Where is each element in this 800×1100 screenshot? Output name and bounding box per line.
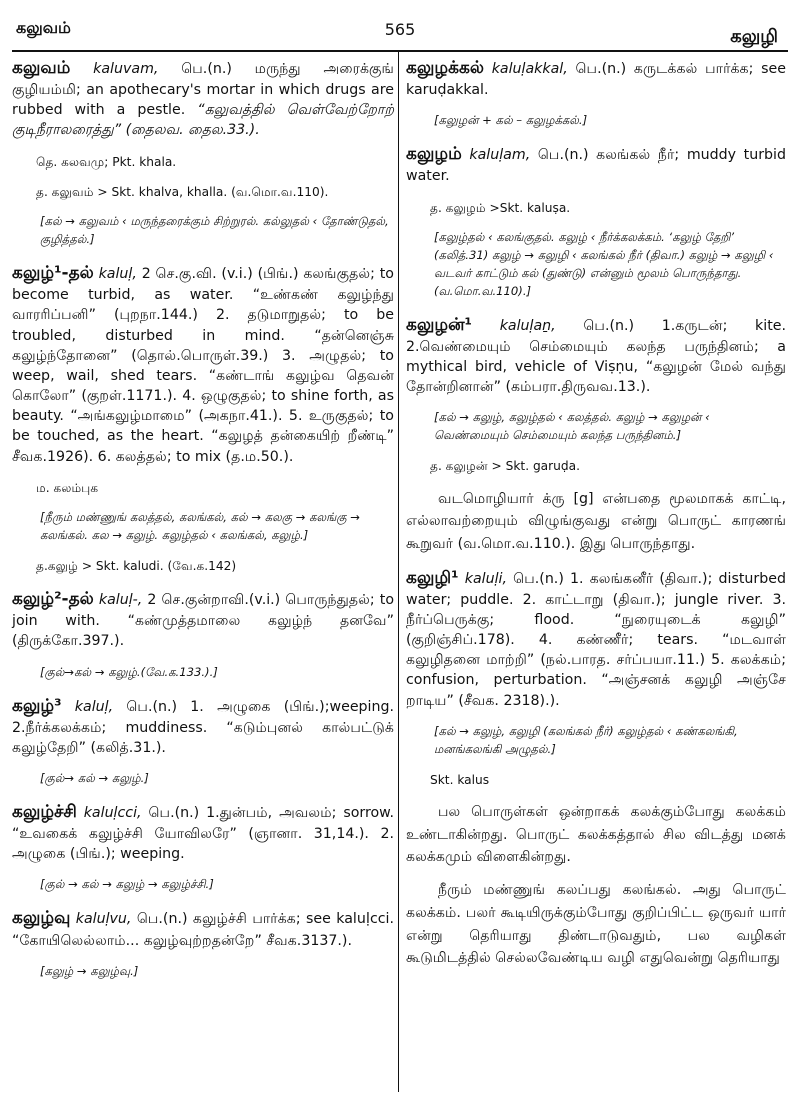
headword: கலுவம்	[12, 58, 71, 78]
definition: பெ.(n.) 1. அழுகை (பிங்.);weeping. 2.நீர்க்கலக்கம்; muddiness. “கடும்புனல் கால்பட்டுக் கலுழ்தேறி” (கலித்.31.).	[12, 698, 395, 756]
entry-kalulan	[406, 313, 786, 398]
entry-kaluli	[406, 566, 786, 711]
transliteration: kaluḷaṉ,	[499, 317, 556, 334]
header-left-guideword: கலுவம்	[16, 18, 71, 37]
transliteration: kaluḷcci,	[83, 805, 142, 821]
entry-kalulam	[406, 142, 786, 186]
entry-kalul-2	[12, 587, 394, 651]
headword: கலுழ்வு	[12, 908, 71, 929]
transliteration: kaluḷ,	[74, 698, 114, 715]
definition: 2 செ.கு.வி. (v.i.) (பிங்.) கலங்குதல்; to become turbid, as water. “உண்கண் கலுழ்ந்து வாரரிப்பனி” (புறநா.144.) 2. தடுமாறுதல்; to be troubled, disturbed in mind. “தன்னெஞ்சு கலுழ்ந்தோனை” (தொல்.பொருள்.39.) 3. அழுதல்; to weep, wail, shed tears. “கண்டாங் கலுழ்வ தெவன் கொலோ” (குறள்.1171.). 4. ஒழுகுதல்; to shine forth, as beauty. “அங்கலுழ்மாமை” (அகநா.41.). 5. உருகுதல்; to be touched, as the heart. “கலுழத் தன்கையிற் றீண்டி” சீவக.1926). 6. கலத்தல்; to mix (த.ம.50.).	[12, 266, 394, 465]
transliteration: kaluḷvu,	[75, 911, 132, 928]
citation: “கலுவத்தில் வெள்வேற்றோற் குடிநீராலரைத்து” (தைலவ. தைல.33.).	[12, 102, 395, 139]
transliteration: kaluḷi,	[464, 570, 507, 587]
entry-kalul-1	[12, 261, 394, 467]
etymology-note: [குல்→கல் → கலுழ்.(வே.க.133.).]	[40, 664, 218, 679]
transliteration: kaluvam,	[93, 61, 159, 77]
headword: கலுழ்ச்சி	[12, 802, 77, 822]
page-header	[0, 0, 800, 47]
page-number: 565	[384, 20, 416, 39]
definition: பெ.(n.) 1. கலங்கனீர் (திவா.); disturbed water; puddle. 2. காட்டாறு (திவா.); jungle river. 3. நீர்ப்பெருக்கு; flood. “நுரையுடைக் கலுழி” (குறிஞ்சிப்.178). 4. கண்ணீர்; tears. “மடவாள் கலுழிதனை மாற்றி” (நல்.பாரத. சர்ப்பயா.11.) 5. கலக்கம்; confusion, perturbation. “அஞ்சனக் கலுழி அஞ்சே றாடிய” (சீவக. 2318).).	[406, 570, 786, 709]
headword: கலுழ்²-தல்	[12, 589, 94, 610]
headword: கலுழக்கல்	[406, 58, 484, 78]
definition: பெ.(n.) கருடக்கல் பார்க்க; see karuḍakkal.	[406, 61, 786, 99]
definition: 2 செ.குன்றாவி.(v.i.) பொருந்துதல்; to join with. “கண்முத்தமாலை கலுழ்ந் தனவே” (திருக்கோ.397.).	[12, 592, 394, 650]
right-column	[406, 56, 786, 980]
etymology-note: [கலுழ் → கலுழ்வு.]	[40, 963, 139, 978]
headword: கலுழம்	[406, 144, 462, 165]
definition: பெ.(n.) கலங்கல் நீர்; muddy turbid water.	[406, 147, 787, 185]
cognate-line: ம. கலம்புக	[36, 480, 99, 495]
explanatory-paragraph: பல பொருள்கள் ஒன்றாகக் கலக்கும்போது கலக்கம் உண்டாகின்றது. பொருட் கலக்கத்தால் சில விடத்து மனக் கலக்கமும் விளைகின்றது.	[406, 803, 786, 866]
sanskrit-line: த. கலுழம் >Skt. kaluṣa.	[430, 200, 571, 215]
entry-kaluvam	[12, 56, 394, 141]
transliteration: kaluḷ,	[98, 266, 137, 283]
transliteration: kaluḷam,	[469, 147, 531, 164]
transliteration: kaluḷakkal,	[491, 61, 568, 77]
etymology-note: [கலுழ்தல் ‹ கலங்குதல். கலுழ் ‹ நீர்க்கலக்கம். ‘கலுழ் தேறி’ (கலித்.31) கலுழ் → கலுழி ‹ கலங்கல் நீர் (திவா.) கலுழ் → கலுழி ‹ வடவர் காட்டும் கல் (துண்டு) என்னும் மூலம் பொருந்தாது. (வ.மொ.வ.110).]	[434, 229, 774, 298]
etymology-note: [குல்→ கல் → கலுழ்.]	[40, 771, 149, 786]
sanskrit-line: த. கலுழன் > Skt. garuḍa.	[430, 459, 580, 474]
headword: கலுழ்³	[12, 695, 62, 716]
headword: கலுழ்¹-தல்	[12, 263, 94, 284]
definition: பெ.(n.) 1.கருடன்; kite. 2.வெண்மையும் செம்மையும் கலந்த பருந்தினம்; a mythical bird, vehicle of Viṣṇu, “கலுழன் மேல் வந்து தோன்றினான்” (கம்பரா.திருவவ.13.).	[406, 317, 787, 396]
entry-kalulakkal	[406, 56, 786, 100]
definition: பெ.(n.) மருந்து அரைக்குங் குழியம்மி; an apothecary's mortar in which drugs are rubbed with a pestle.	[12, 61, 394, 119]
etymology-note: [கலுழன் + கல் – கலுழக்கல்.]	[434, 113, 588, 128]
entry-kaluchchi	[12, 800, 394, 864]
headword: கலுழி¹	[406, 567, 459, 588]
cognate-line: தெ. கலவமு; Pkt. khala.	[36, 154, 177, 169]
definition: பெ.(n.) கலுழ்ச்சி பார்க்க; see kaluḷcci. “கோயிலெல்லாம்... கலுழ்வுற்றதன்றே” சீவக.3137.).	[12, 911, 394, 949]
sanskrit-line: த. கலுவம் > Skt. khalva, khalla. (வ.மொ.வ.110).	[36, 184, 329, 199]
header-rule	[12, 50, 788, 52]
etymology-note: [கல் → கலுவம் ‹ மருந்தரைக்கும் சிற்றுரல். கல்லுதல் ‹ தோண்டுதல், குழித்தல்.]	[40, 214, 389, 247]
sanskrit-line: Skt. kalus	[430, 772, 490, 787]
headword: கலுழன்¹	[406, 314, 472, 335]
explanatory-paragraph: நீரும் மண்ணுங் கலப்பது கலங்கல். அது பொருட் கலக்கம். பலர் கூடியிருக்கும்போது குறிப்பிட்ட ஒருவர் யார் என்று தெரியாது திண்டாடுவதும், பல வழிகள் கூடுமிடத்தில் செல்லவேண்டிய வழி எதுவென்று தெரியாது	[406, 882, 786, 967]
entry-kalul-3	[12, 694, 394, 758]
left-column	[12, 56, 394, 993]
column-divider	[398, 51, 399, 1092]
transliteration: kaluḷ-,	[98, 592, 143, 609]
etymology-note: [நீரும் மண்ணுங் கலத்தல், கலங்கல், கல் → கலகு → கலங்கு → கலங்கல். கல → கலுழ். கலுழ்தல் ‹ கலங்கல், கலுழ்.]	[40, 509, 360, 542]
definition: பெ.(n.) 1.துன்பம், அவலம்; sorrow. “உவகைக் கலுழ்ச்சி யோவிலரே” (ஞானா. 31,14.). 2. அழுகை (பிங்.); weeping.	[12, 805, 394, 863]
etymology-note: [கல் → கலுழ், கலுழி (கலங்கல் நீர்) கலுழ்தல் ‹ கண்கலங்கி, மனங்கலங்கி அழுதல்.]	[434, 723, 738, 756]
explanatory-paragraph: வடமொழியார் க்ரு [g] என்பதை மூலமாகக் காட்டி, எல்லாவற்றையும் விழுங்குவது என்று பொருட் காரணங் கூறுவர் (வ.மொ.வ.110.). இது பொருந்தாது.	[406, 490, 786, 552]
sanskrit-line: த.கலுழ் > Skt. kaludi. (வே.க.142)	[36, 558, 237, 573]
etymology-note: [குல் → கல் → கலுழ் → கலுழ்ச்சி.]	[40, 877, 214, 892]
etymology-note: [கல் → கலுழ், கலுழ்தல் ‹ கலத்தல். கலுழ் → கலுழன் ‹ வெண்மையும் செம்மையும் கலந்த பருந்தினம்.]	[434, 410, 710, 443]
entry-kaluvu	[12, 906, 394, 950]
header-right-guideword: கலுழி	[730, 26, 778, 47]
